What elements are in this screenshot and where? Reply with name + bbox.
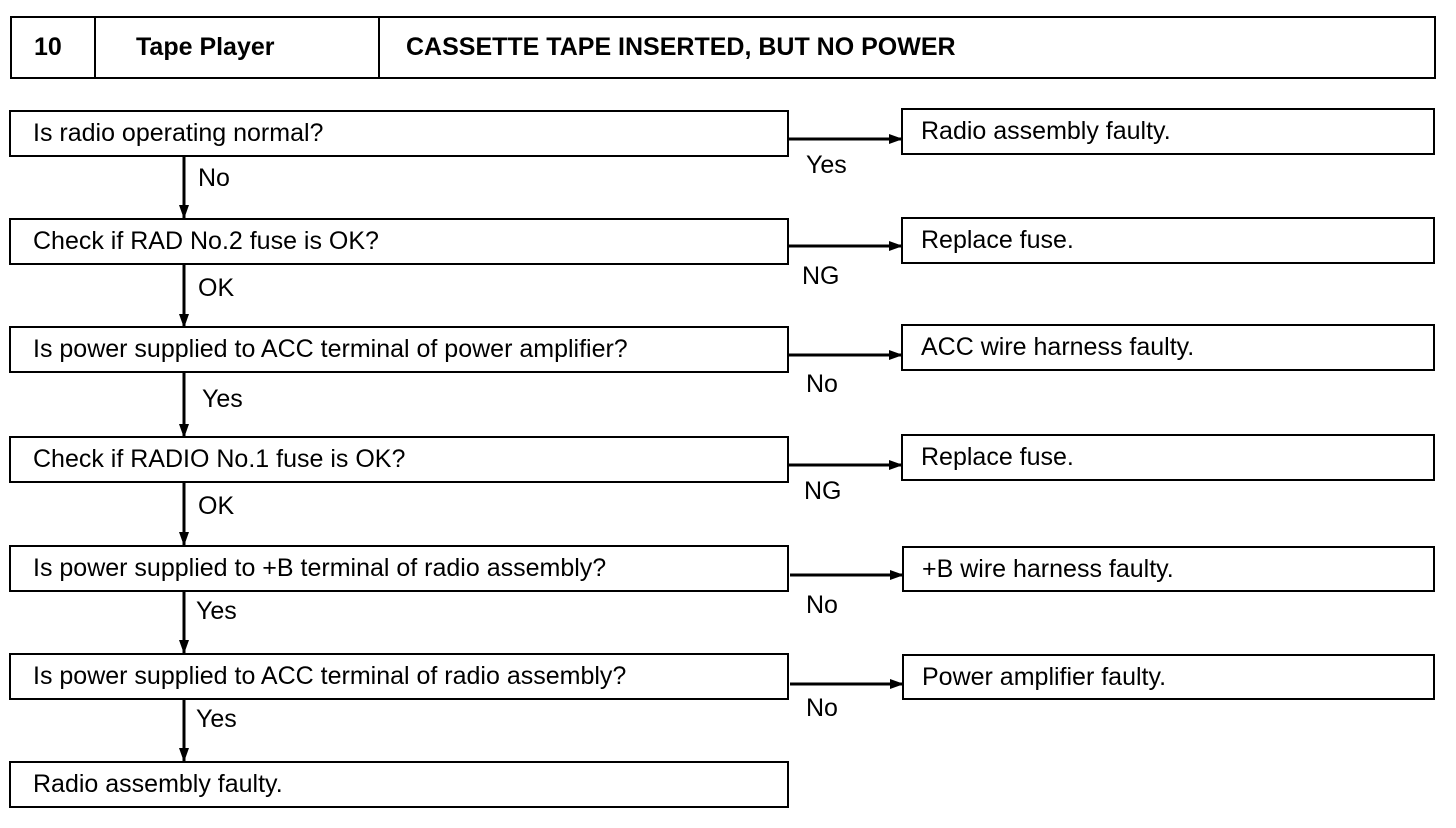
result-text-2: Replace fuse. [921,226,1074,254]
question-text-1: Is radio operating normal? [33,119,324,147]
result-text-3: ACC wire harness faulty. [921,333,1195,361]
result-box-4 [901,434,1435,481]
right-label-4: NG [804,477,842,505]
down-label-5: Yes [196,597,237,625]
result-box-2 [901,217,1435,264]
down-label-2: OK [198,274,235,302]
question-box-4 [9,436,789,483]
question-text-6: Is power supplied to ACC terminal of radio assembly? [33,662,627,690]
header-title: CASSETTE TAPE INSERTED, BUT NO POWER [406,33,956,61]
result-box-1 [901,108,1435,155]
final-result-text: Radio assembly faulty. [33,770,283,798]
header-section: Tape Player [136,33,275,61]
down-label-3: Yes [202,385,243,413]
right-label-1: Yes [806,151,847,179]
result-text-5: +B wire harness faulty. [922,554,1174,583]
question-box-6 [9,653,789,700]
question-box-2 [9,218,789,265]
question-text-4: Check if RADIO No.1 fuse is OK? [33,445,406,473]
result-text-1: Radio assembly faulty. [921,117,1171,145]
right-label-2: NG [802,262,840,290]
question-text-5: Is power supplied to +B terminal of radio assembly? [33,554,607,582]
question-box-1 [9,110,789,157]
question-text-3: Is power supplied to ACC terminal of power amplifier? [33,335,628,363]
question-box-3 [9,326,789,373]
question-text-2: Check if RAD No.2 fuse is OK? [33,227,379,255]
right-label-6: No [806,694,838,722]
question-box-5 [9,545,789,592]
result-box-5 [902,546,1435,592]
down-label-1: No [198,164,230,192]
right-label-3: No [806,370,838,398]
result-text-4: Replace fuse. [921,443,1074,471]
result-box-3 [901,324,1435,371]
down-label-4: OK [198,492,235,520]
down-label-6: Yes [196,705,237,733]
result-text-6: Power amplifier faulty. [922,662,1167,691]
right-label-5: No [806,591,838,619]
header-number: 10 [34,33,62,61]
result-box-6 [902,654,1435,700]
final-result-box [9,761,789,808]
